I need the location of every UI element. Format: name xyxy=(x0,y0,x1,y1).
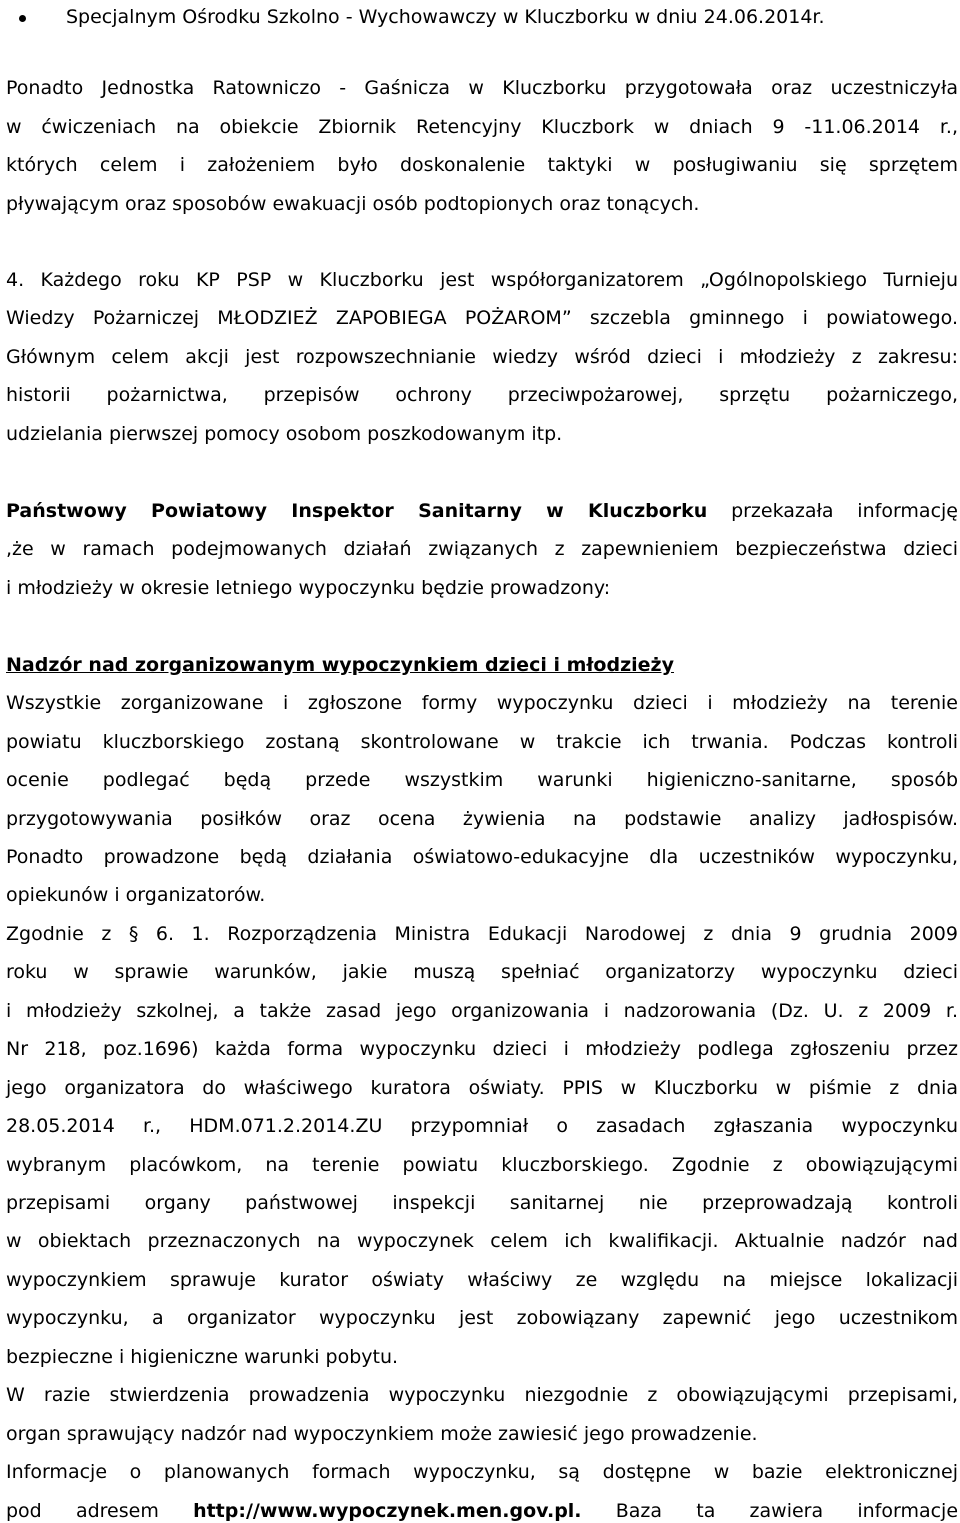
section-heading: Nadzór nad zorganizowanym wypoczynkiem dzieci i młodzieży xyxy=(6,654,674,676)
paragraph-line: pływającym oraz sposobów ewakuacji osób podtopionych oraz tonących. xyxy=(6,193,700,215)
inline-text: Baza ta zawiera informacje xyxy=(615,1500,959,1522)
paragraph-line: Wszystkie zorganizowane i zgłoszone formy wypoczynku dzieci i młodzieży na terenie xyxy=(6,692,958,714)
paragraph-line: ocenie podlegać będą przede wszystkim warunki higieniczno-sanitarne, sposób xyxy=(6,769,958,791)
url-link[interactable]: http://www.wypoczynek.men.gov.pl. xyxy=(193,1500,582,1522)
bullet-item xyxy=(66,5,946,29)
paragraph-line: organ sprawujący nadzór nad wypoczynkiem może zawiesić jego prowadzenie. xyxy=(6,1423,758,1445)
paragraph-line: wybranym placówkom, na terenie powiatu kluczborskiego. Zgodnie z obowiązującymi xyxy=(6,1154,958,1176)
paragraph-line: powiatu kluczborskiego zostaną skontrolowane w trakcie ich trwania. Podczas kontroli xyxy=(6,731,958,753)
paragraph-line: których celem i założeniem było doskonalenie taktyki w posługiwaniu się sprzętem xyxy=(6,154,958,176)
paragraph-line: Informacje o planowanych formach wypoczynku, są dostępne w bazie elektronicznej xyxy=(6,1461,958,1483)
paragraph-line: wypoczynkiem sprawuje kurator oświaty właściwy ze względu na miejsce lokalizacji xyxy=(6,1269,958,1291)
paragraph-line: wypoczynku, a organizator wypoczynku jest zobowiązany zapewnić jego uczestnikom xyxy=(6,1307,958,1329)
paragraph-line: Ponadto prowadzone będą działania oświatowo-edukacyjne dla uczestników wypoczynku, xyxy=(6,846,958,868)
paragraph-line: Zgodnie z § 6. 1. Rozporządzenia Ministra Edukacji Narodowej z dnia 9 grudnia 2009 xyxy=(6,923,958,945)
paragraph-line: udzielania pierwszej pomocy osobom poszkodowanym itp. xyxy=(6,423,563,445)
paragraph-line: jego organizatora do właściwego kuratora oświaty. PPIS w Kluczborku w piśmie z dnia xyxy=(6,1077,958,1099)
inline-text: pod adresem xyxy=(6,1500,159,1522)
paragraph-line: historii pożarnictwa, przepisów ochrony przeciwpożarowej, sprzętu pożarniczego, xyxy=(6,384,958,406)
bullet-text: Specjalnym Ośrodku Szkolno - Wychowawczy w Kluczborku w dniu 24.06.2014r. xyxy=(66,6,825,28)
paragraph-line: bezpieczne i higieniczne warunki pobytu. xyxy=(6,1346,399,1368)
paragraph-line: W razie stwierdzenia prowadzenia wypoczynku niezgodnie z obowiązującymi przepisami, xyxy=(6,1384,958,1406)
paragraph-line: w obiektach przeznaczonych na wypoczynek celem ich kwalifikacji. Aktualnie nadzór nad xyxy=(6,1230,958,1252)
inline-text: przekazała informację xyxy=(731,500,958,522)
inspector-name: Państwowy Powiatowy Inspektor Sanitarny w Kluczborku xyxy=(6,500,708,522)
paragraph-line xyxy=(6,499,958,523)
paragraph-line: przygotowywania posiłków oraz ocena żywienia na podstawie analizy jadłospisów. xyxy=(6,808,958,830)
paragraph-line: w ćwiczeniach na obiekcie Zbiornik Retencyjny Kluczbork w dniach 9 -11.06.2014 r., xyxy=(6,116,958,138)
paragraph-line: roku w sprawie warunków, jakie muszą spełniać organizatorzy wypoczynku dzieci xyxy=(6,961,958,983)
paragraph-line: przepisami organy państwowej inspekcji sanitarnej nie przeprowadzają kontroli xyxy=(6,1192,958,1214)
paragraph-line: Nr 218, poz.1696) każda forma wypoczynku dzieci i młodzieży podlega zgłoszeniu przez xyxy=(6,1038,958,1060)
paragraph-line: Ponadto Jednostka Ratowniczo - Gaśnicza w Kluczborku przygotowała oraz uczestniczyła xyxy=(6,77,958,99)
paragraph-line: 4. Każdego roku KP PSP w Kluczborku jest współorganizatorem „Ogólnopolskiego Turnieju xyxy=(6,269,958,291)
paragraph-line: ,że w ramach podejmowanych działań związanych z zapewnieniem bezpieczeństwa dzieci xyxy=(6,538,958,560)
paragraph-line: Głównym celem akcji jest rozpowszechnianie wiedzy wśród dzieci i młodzieży z zakresu: xyxy=(6,346,958,368)
paragraph-line: i młodzieży w okresie letniego wypoczynku będzie prowadzony: xyxy=(6,577,611,599)
paragraph-line xyxy=(6,1499,958,1523)
paragraph-line: Wiedzy Pożarniczej MŁODZIEŻ ZAPOBIEGA POŻAROM” szczebla gminnego i powiatowego. xyxy=(6,307,958,329)
paragraph-line: opiekunów i organizatorów. xyxy=(6,884,266,906)
bullet-dot-icon xyxy=(19,15,26,22)
paragraph-line: 28.05.2014 r., HDM.071.2.2014.ZU przypomniał o zasadach zgłaszania wypoczynku xyxy=(6,1115,958,1137)
paragraph-line: i młodzieży szkolnej, a także zasad jego organizowania i nadzorowania (Dz. U. z 2009 r. xyxy=(6,1000,958,1022)
